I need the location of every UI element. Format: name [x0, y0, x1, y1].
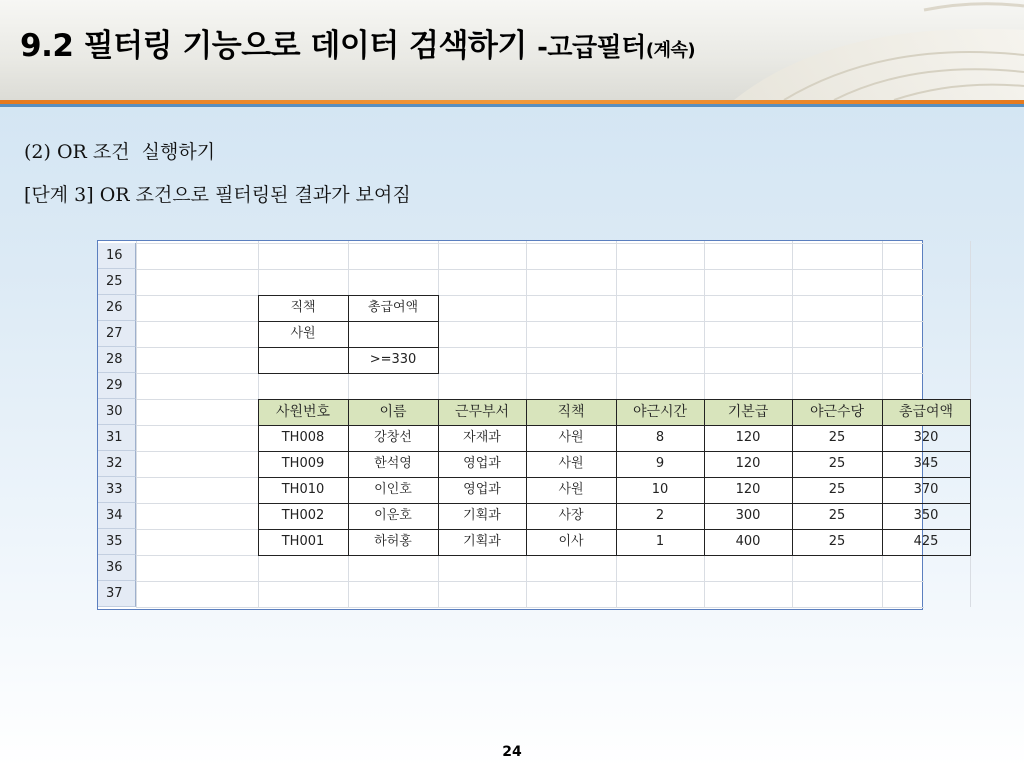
table-cell: 기획과 — [463, 534, 501, 549]
row-number: 32 — [98, 451, 136, 477]
row-number: 35 — [98, 529, 136, 555]
row-gridline — [136, 295, 924, 296]
table-cell: TH010 — [281, 482, 325, 497]
table-cell: 350 — [913, 508, 939, 523]
table-cell: TH008 — [281, 430, 325, 445]
row-number: 16 — [98, 243, 136, 269]
table-header-cell: 야근시간 — [616, 399, 704, 425]
table-cell: 25 — [828, 482, 846, 497]
table-cell: 300 — [735, 508, 761, 523]
table-cell: 10 — [651, 482, 669, 497]
table-cell: 2 — [655, 508, 665, 523]
row-number: 37 — [98, 581, 136, 607]
table-cell: 강창선 — [374, 430, 412, 445]
table-cell: 사원 — [558, 456, 584, 471]
row-gridline — [136, 321, 924, 322]
table-header-cell: 총급여액 — [882, 399, 970, 425]
table-cell: 영업과 — [463, 456, 501, 471]
table-cell: 120 — [735, 456, 761, 471]
row-number: 29 — [98, 373, 136, 399]
row-number: 25 — [98, 269, 136, 295]
table-header-cell: 근무부서 — [438, 399, 526, 425]
row-number: 26 — [98, 295, 136, 321]
table-cell: 25 — [828, 456, 846, 471]
row-gridline — [136, 373, 924, 374]
table-cell: 25 — [828, 534, 846, 549]
table-cell: 120 — [735, 430, 761, 445]
table-cell: TH009 — [281, 456, 325, 471]
criteria-header-cell: 직책 — [290, 300, 316, 315]
body-line-1: (2) OR 조건 실행하기 — [24, 141, 216, 163]
row-number: 31 — [98, 425, 136, 451]
table-cell: TH001 — [281, 534, 325, 549]
criteria-cell: 사원 — [290, 326, 316, 341]
row-gridline — [136, 607, 924, 608]
criteria-cell — [348, 321, 438, 347]
table-cell: 400 — [735, 534, 761, 549]
table-cell: 하허홍 — [374, 534, 412, 549]
table-header-cell: 사원번호 — [258, 399, 348, 425]
criteria-cell: >=330 — [369, 352, 417, 367]
table-header-cell: 이름 — [348, 399, 438, 425]
table-cell: 한석영 — [374, 456, 412, 471]
table-cell: 9 — [655, 456, 665, 471]
table-cell: 사장 — [558, 508, 584, 523]
row-gridline — [136, 269, 924, 270]
table-cell: 이사 — [558, 534, 584, 549]
header-rule-blue — [0, 104, 1024, 107]
title-main: 9.2 필터링 기능으로 데이터 검색하기 — [20, 28, 538, 64]
criteria-header-cell: 총급여액 — [367, 300, 419, 315]
table-cell: 이운호 — [374, 508, 412, 523]
row-number: 27 — [98, 321, 136, 347]
book-decoration-icon — [694, 0, 1024, 100]
table-cell: 사원 — [558, 482, 584, 497]
table-cell: 25 — [828, 430, 846, 445]
table-header-cell: 야근수당 — [792, 399, 882, 425]
table-cell: 자재과 — [463, 430, 501, 445]
table-cell: 120 — [735, 482, 761, 497]
spreadsheet-screenshot — [97, 240, 954, 610]
row-gridline — [136, 555, 924, 556]
table-header-cell: 직책 — [526, 399, 616, 425]
title-continued: (계속) — [645, 40, 696, 61]
table-cell: 320 — [913, 430, 939, 445]
row-number: 30 — [98, 399, 136, 425]
table-cell: 기획과 — [463, 508, 501, 523]
table-cell: 8 — [655, 430, 665, 445]
table-cell: 이인호 — [374, 482, 412, 497]
slide-header — [0, 0, 1024, 100]
table-cell: TH002 — [281, 508, 325, 523]
table-cell: 425 — [913, 534, 939, 549]
body-line-2: [단계 3] OR 조건으로 필터링된 결과가 보여짐 — [24, 184, 411, 206]
table-cell: 370 — [913, 482, 939, 497]
row-number: 33 — [98, 477, 136, 503]
row-gridline — [136, 347, 924, 348]
row-number: 34 — [98, 503, 136, 529]
page-number: 24 — [502, 744, 522, 760]
row-gridline — [136, 243, 924, 244]
row-number: 36 — [98, 555, 136, 581]
row-gridline — [136, 581, 924, 582]
table-cell: 1 — [655, 534, 665, 549]
column-gridline — [970, 241, 971, 607]
table-cell: 25 — [828, 508, 846, 523]
title-sub: -고급필터 — [537, 33, 646, 63]
slide-title — [20, 20, 695, 65]
criteria-cell — [258, 347, 348, 373]
row-number: 28 — [98, 347, 136, 373]
table-cell: 345 — [913, 456, 939, 471]
table-cell: 사원 — [558, 430, 584, 445]
table-cell: 영업과 — [463, 482, 501, 497]
table-header-cell: 기본급 — [704, 399, 792, 425]
